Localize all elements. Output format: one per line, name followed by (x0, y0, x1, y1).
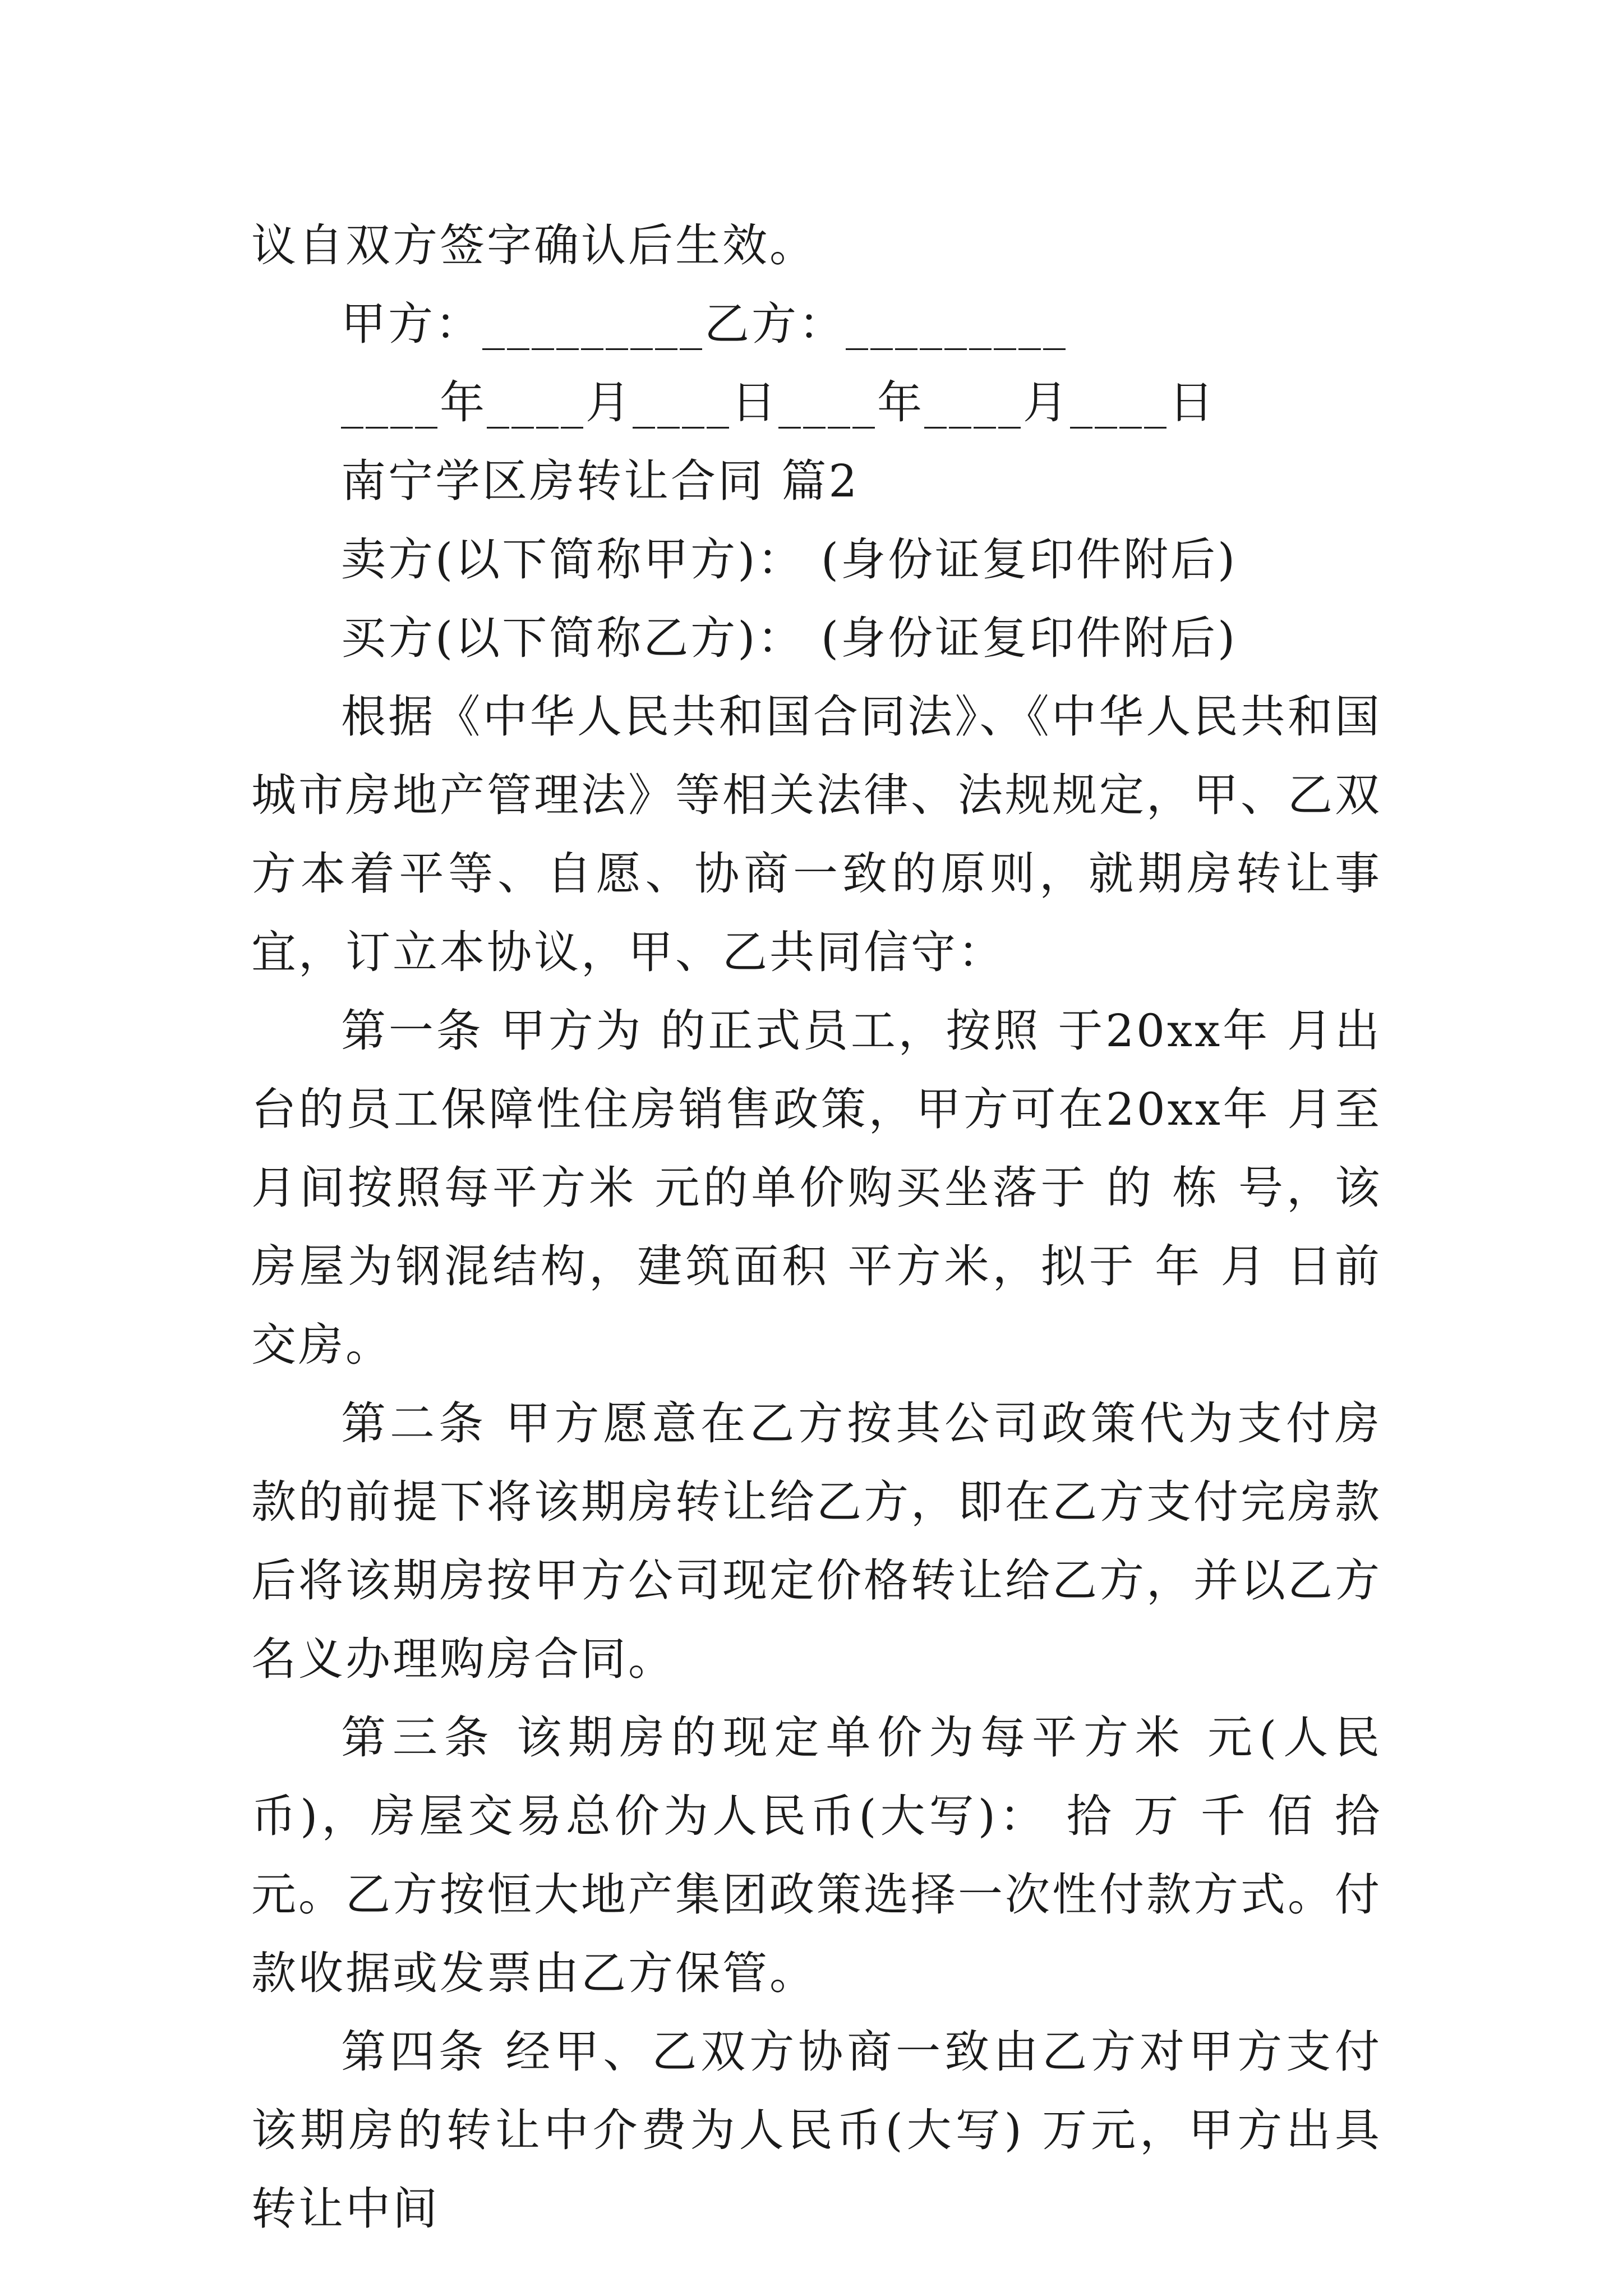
article-4-paragraph: 第四条 经甲、乙双方协商一致由乙方对甲方支付该期房的转让中介费为人民币(大写) 万元，甲方出具转让中间 (251, 2026, 1382, 2235)
preamble-paragraph: 根据《中华人民共和国合同法》、《中华人民共和国城市房地产管理法》等相关法律、法规规定，甲、乙双方本着平等、自愿、协商一致的原则，就期房转让事宜，订立本协议，甲、乙共同信守： (251, 691, 1382, 978)
continued-paragraph: 议自双方签字确认后生效。 (251, 219, 817, 272)
article-3-paragraph: 第三条 该期房的现定单价为每平方米 元(人民币)，房屋交易总价为人民币(大写)： 拾 万 千 佰 拾 元。乙方按恒大地产集团政策选择一次性付款方式。付款收据或发票由乙方保管。 (251, 1711, 1382, 1999)
document-body (251, 206, 1382, 2248)
article-1-paragraph: 第一条 甲方为 的正式员工，按照 于20xx年 月出台的员工保障性住房销售政策，甲方可在20xx年 月至 月间按照每平方米 元的单价购买坐落于 的 栋 号，该房屋为钢混结构，建筑面积 平方米，拟于 年 月 日前交房。 (251, 1005, 1382, 1371)
signature-line: 甲方：_________乙方：_________ (341, 298, 1068, 350)
article-2-paragraph: 第二条 甲方愿意在乙方按其公司政策代为支付房款的前提下将该期房转让给乙方，即在乙方支付完房款后将该期房按甲方公司现定价格转让给乙方，并以乙方名义办理购房合同。 (251, 1397, 1382, 1685)
seller-line: 卖方(以下简称甲方)： (身份证复印件附后) (341, 533, 1238, 586)
date-line: ____年____月____日____年____月____日 (341, 376, 1216, 429)
buyer-line: 买方(以下简称乙方)： (身份证复印件附后) (341, 612, 1238, 664)
contract-heading: 南宁学区房转让合同 篇2 (341, 455, 860, 507)
